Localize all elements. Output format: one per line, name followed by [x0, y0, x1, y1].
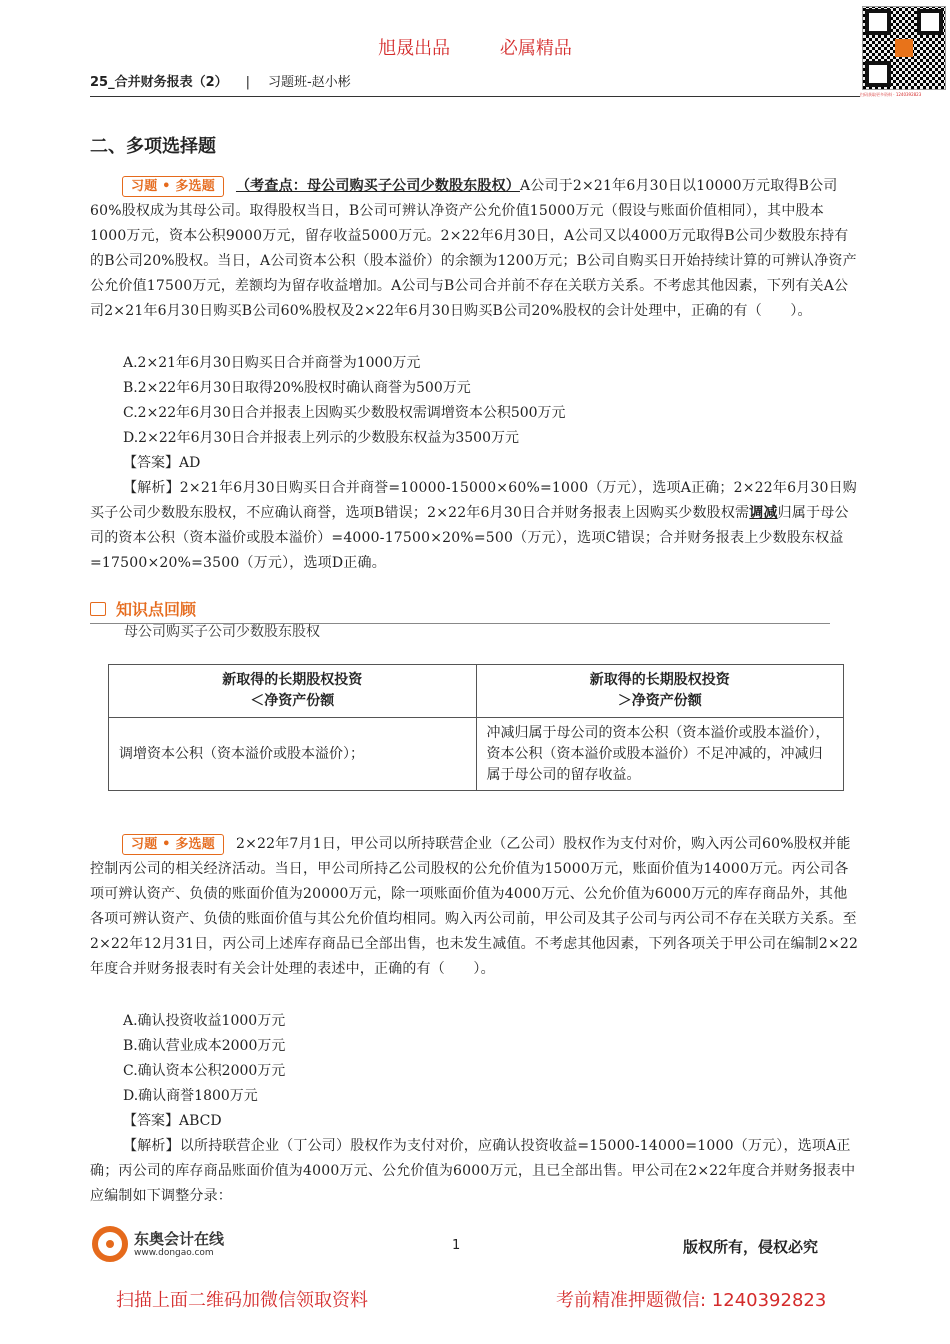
doc-subtitle: 习题班-赵小彬 [268, 75, 351, 90]
q2-option-c: C.确认资本公积2000万元 [123, 1063, 286, 1079]
logo-text: 东奥会计在线 [134, 1230, 225, 1248]
knowledge-subtitle: 母公司购买子公司少数股东股权 [124, 624, 320, 640]
bottom-promo-left: 扫描上面二维码加微信领取资料 [116, 1290, 368, 1311]
question-1-topic: （考查点：母公司购买子公司少数股东股权） [235, 178, 520, 194]
section-title: 二、多项选择题 [90, 136, 216, 157]
knowledge-title: 知识点回顾 [116, 600, 197, 619]
q2-option-b: B.确认营业成本2000万元 [123, 1038, 286, 1054]
knowledge-icon [90, 602, 106, 616]
knowledge-review-heading [90, 597, 196, 620]
question-2-stem [90, 832, 860, 982]
question-1-tag: 习题 • 多选题 [122, 176, 224, 197]
question-2-tag: 习题 • 多选题 [122, 834, 224, 855]
q1-option-a: A.2×21年6月30日购买日合并商誉为1000万元 [123, 355, 421, 371]
q2-analysis: 【解析】以所持联营企业（丁公司）股权作为支付对价，应确认投资收益=15000-14000=1000（万元），选项A正确；丙公司的库存商品账面价值为4000万元、公允价值为6000万元，且已全部出售。甲公司在2×22年度合并财务报表中应编制如下调整分录： [90, 1138, 856, 1204]
q1-answer: 【答案】AD [123, 455, 201, 471]
table-cell-left: 调增资本公积（资本溢价或股本溢价）； [109, 718, 477, 791]
question-1-stem [90, 174, 860, 324]
banner-left: 旭晟出品 [378, 38, 451, 59]
q1-analysis-part1: 【解析】2×21年6月30日购买日合并商誉=10000-15000×60%=1000（万元），选项A正确；2×22年6月30日购买子公司少数股东股权，不应确认商誉，选项B错误；2×22年6月30日合并财务报表上因购买少数股权需 [90, 480, 857, 521]
q1-analysis-part2: 归属于母公司的资本公积（资本溢价或股本溢价）=4000-17500×20%=500（万元），选项C错误；合并财务报表上少数股东权益=17500×20%=3500（万元），选项D正确。 [90, 505, 849, 571]
q1-option-d: D.2×22年6月30日合并报表上列示的少数股东权益为3500万元 [123, 430, 519, 446]
page-number: 1 [452, 1238, 461, 1253]
logo-url: www.dongao.com [134, 1248, 214, 1258]
doc-header [90, 71, 351, 90]
q1-option-b: B.2×22年6月30日取得20%股权时确认商誉为500万元 [123, 380, 471, 396]
bottom-promo-right: 考前精准押题微信: 1240392823 [556, 1290, 827, 1311]
copyright: 版权所有，侵权必究 [683, 1238, 819, 1256]
knowledge-table [108, 664, 844, 791]
top-banner [0, 34, 950, 60]
qr-note: 扫码获取更多资料 · 1240392823 [860, 92, 922, 97]
q2-answer: 【答案】ABCD [123, 1113, 222, 1129]
dongao-logo-icon [92, 1226, 128, 1262]
qr-code-icon [862, 6, 946, 90]
q2-option-d: D.确认商誉1800万元 [123, 1088, 258, 1104]
table-header-left: 新取得的长期股权投资 ＜净资产份额 [109, 665, 477, 718]
table-cell-right: 冲减归属于母公司的资本公积（资本溢价或股本溢价），资本公积（资本溢价或股本溢价）不足冲减的，冲减归属于母公司的留存收益。 [476, 718, 844, 791]
q2-option-a: A.确认投资收益1000万元 [123, 1013, 286, 1029]
doc-title: 25_合并财务报表（2） [90, 75, 228, 90]
table-header-right: 新取得的长期股权投资 ＞净资产份额 [476, 665, 844, 718]
header-separator: | [245, 75, 251, 90]
q1-option-c: C.2×22年6月30日合并报表上因购买少数股权需调增资本公积500万元 [123, 405, 566, 421]
q1-analysis-emphasis: 调减 [749, 505, 778, 521]
header-divider [90, 96, 860, 97]
banner-right: 必属精品 [499, 38, 572, 59]
q1-analysis [90, 476, 860, 576]
question-1-text: A公司于2×21年6月30日以10000万元取得B公司60%股权成为其母公司。取得股权当日，B公司可辨认净资产公允价值15000万元（假设与账面价值相同），其中股本1000万元，资本公积9000万元，留存收益5000万元。2×22年6月30日，A公司又以4000万元取得B公司少数股东持有的B公司20%股权。当日，A公司资本公积（股本溢价）的余额为1200万元；B公司自购买日开始持续计算的可辨认净资产公允价值17500万元，差额均为留存收益增加。A公司与B公司合并前不存在关联方关系。不考虑其他因素，下列有关A公司2×21年6月30日购买B公司60%股权及2×22年6月30日购买B公司20%股权的会计处理中，正确的有（ ）。 [90, 178, 857, 319]
question-2-text: 2×22年7月1日，甲公司以所持联营企业（乙公司）股权作为支付对价，购入丙公司60%股权并能控制丙公司的相关经济活动。当日，甲公司所持乙公司股权的公允价值为15000万元，账面价值为14000万元。丙公司各项可辨认资产、负债的账面价值为20000万元，除一项账面价值为4000万元、公允价值为6000万元的库存商品外，其他各项可辨认资产、负债的账面价值与其公允价值均相同。购入丙公司前，甲公司及其子公司与丙公司不存在关联方关系。至2×22年12月31日，丙公司上述库存商品已全部出售，也未发生减值。不考虑其他因素，下列各项关于甲公司在编制2×22年度合并财务报表时有关会计处理的表述中，正确的有（ ）。 [90, 836, 859, 977]
